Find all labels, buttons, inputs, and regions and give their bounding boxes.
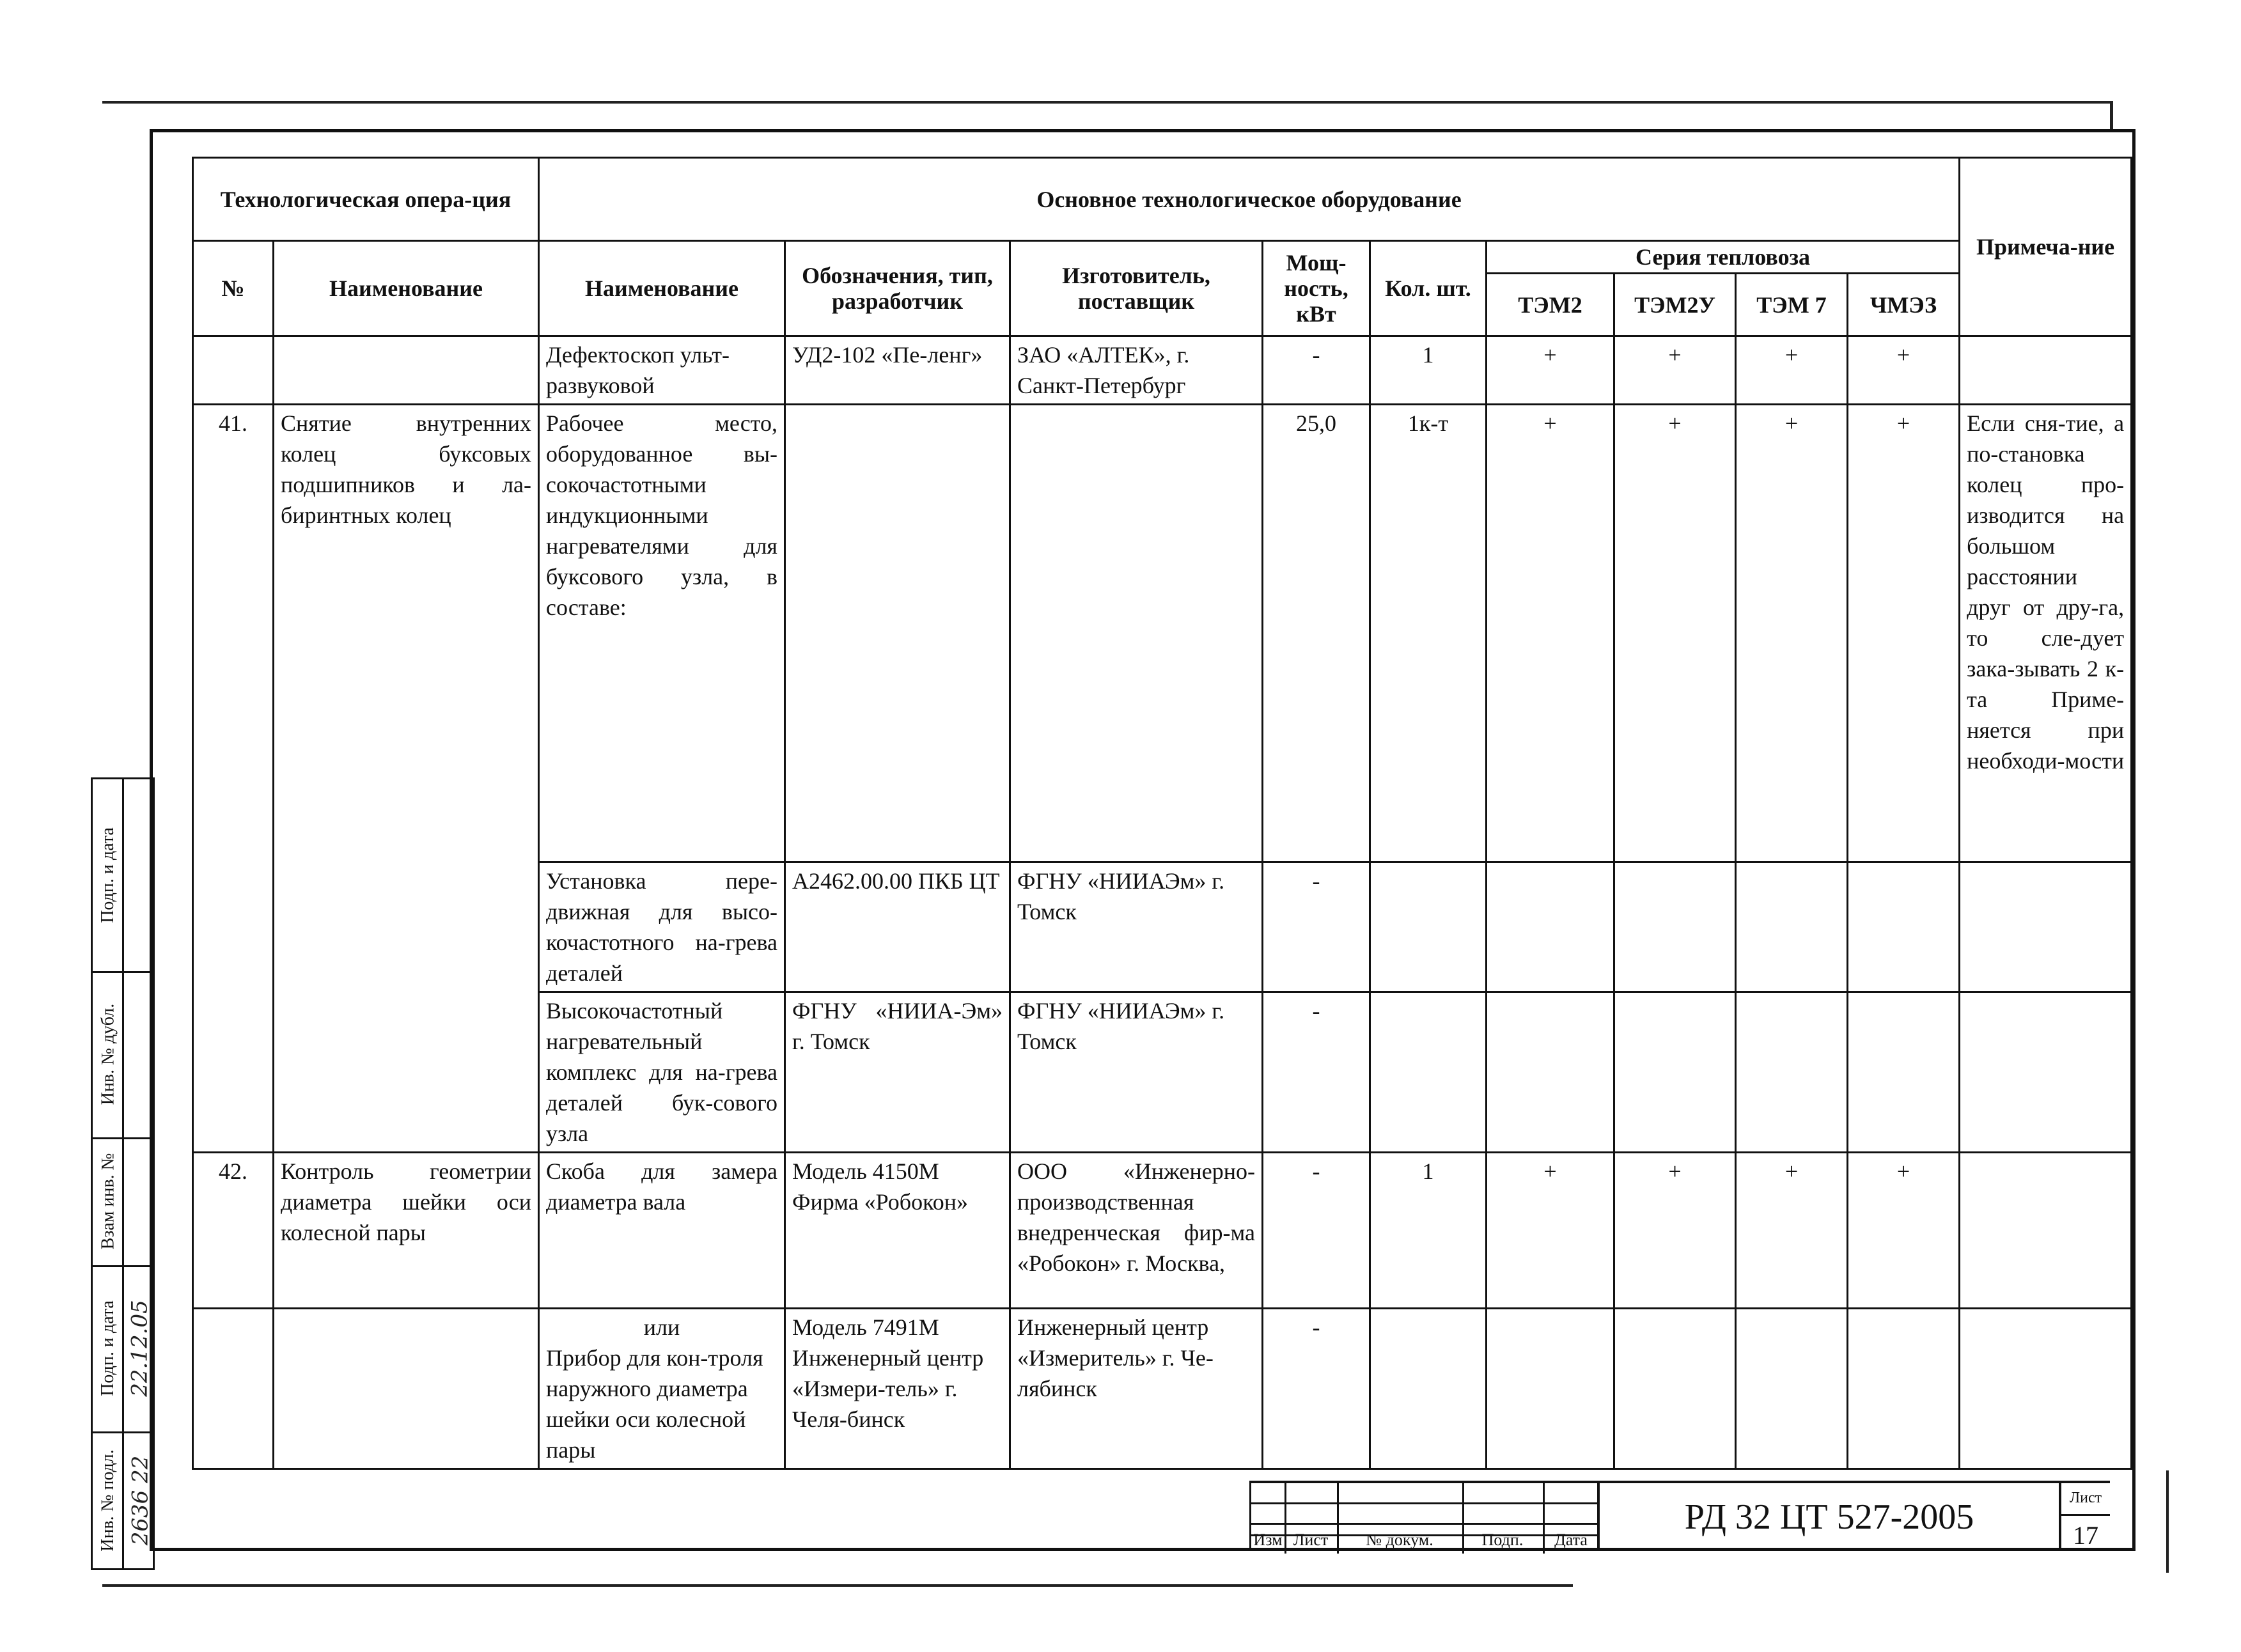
row-tem2u <box>1614 1309 1736 1469</box>
caption-date: Дата <box>1554 1531 1588 1549</box>
row-note: Если сня-тие, а по-становка колец про-изводится на большом расстоянии друг от дру-га, то сле-дует зака-зывать 2 к-та Приме-няется при необходи-мости <box>1960 405 2132 862</box>
row-tem7: + <box>1736 336 1848 405</box>
row-designation: Модель 4150М Фирма «Робокон» <box>785 1153 1010 1309</box>
row-manufacturer: ФГНУ «НИИАЭм» г. Томск <box>1010 992 1263 1153</box>
side-label-inv-dup: Инв. № дубл. <box>98 1003 118 1105</box>
side-label-replace-inv: Взам инв. № <box>98 1153 118 1250</box>
row-tem2: + <box>1487 336 1614 405</box>
side-label-sign-date-2: Подп. и дата <box>98 827 118 923</box>
row-operation <box>274 336 539 405</box>
row-chme3 <box>1848 1309 1960 1469</box>
row-designation: УД2-102 «Пе-ленг» <box>785 336 1010 405</box>
series-header: Серия тепловоза <box>1487 241 1960 274</box>
document-code: РД 32 ЦТ 527-2005 <box>1597 1481 2059 1551</box>
row-tem2 <box>1487 1309 1614 1469</box>
equipment-group-header: Основное технологическое оборудование <box>539 158 1960 241</box>
row-num: 42. <box>193 1153 274 1309</box>
eq-name-header: Наименование <box>539 241 785 336</box>
row-tem7 <box>1736 862 1848 992</box>
row-note <box>1960 992 2132 1153</box>
row-qty <box>1370 862 1487 992</box>
caption-izm: Изм <box>1253 1531 1283 1549</box>
header-row-1 <box>193 158 2132 241</box>
row-equipment-name: Скоба для замера диаметра вала <box>539 1153 785 1309</box>
row-tem7 <box>1736 992 1848 1153</box>
row-tem2u <box>1614 992 1736 1153</box>
row-tem2u: + <box>1614 1153 1736 1309</box>
revision-grid <box>1249 1481 1597 1551</box>
caption-list: Лист <box>1293 1531 1329 1549</box>
title-block <box>1249 1481 2136 1551</box>
row-operation: Снятие внутренних колец буксовых подшипников и ла-биринтных колец <box>274 405 539 1153</box>
grid-line <box>1251 1502 1599 1504</box>
row-note <box>1960 1309 2132 1469</box>
row-qty <box>1370 992 1487 1153</box>
row-tem7 <box>1736 1309 1848 1469</box>
handwritten-date: 22.12.05 <box>127 1300 153 1397</box>
side-label-sign-date-1: Подп. и дата <box>98 1300 118 1396</box>
row-equipment-name: Высокочастотный нагревательный комплекс для на-грева деталей бук-сового узла <box>539 992 785 1153</box>
operation-group-header: Технологическая опера-ция <box>193 158 539 241</box>
table-row <box>193 1309 2132 1469</box>
row-designation: Модель 7491М Инженерный центр «Измери-тель» г. Челя-бинск <box>785 1309 1010 1469</box>
row-num <box>193 336 274 405</box>
caption-doc-no: № докум. <box>1366 1531 1433 1549</box>
row-tem2 <box>1487 992 1614 1153</box>
row-power: - <box>1263 992 1370 1153</box>
row-tem2u: + <box>1614 336 1736 405</box>
sheet-label: Лист <box>2069 1490 2102 1506</box>
equipment-table <box>192 157 2132 1470</box>
handwritten-inventory-number: 2636 22 <box>127 1455 153 1546</box>
caption-sign: Подп. <box>1481 1531 1524 1549</box>
grid-line <box>1251 1523 1599 1525</box>
row-qty: 1 <box>1370 336 1487 405</box>
row-qty: 1к-т <box>1370 405 1487 862</box>
row-operation <box>274 1309 539 1469</box>
row-tem2: + <box>1487 1153 1614 1309</box>
series-tem7: ТЭМ 7 <box>1736 274 1848 336</box>
row-note <box>1960 336 2132 405</box>
row-designation: ФГНУ «НИИА-Эм» г. Томск <box>785 992 1010 1153</box>
row-tem2u: + <box>1614 405 1736 862</box>
manufacturer-header: Изготовитель, поставщик <box>1010 241 1263 336</box>
sheet-divider <box>2061 1514 2110 1516</box>
row-tem2u <box>1614 862 1736 992</box>
row-equipment-name <box>539 1309 785 1469</box>
qty-header: Кол. шт. <box>1370 241 1487 336</box>
table-row <box>193 336 2132 405</box>
alt-equipment-name: Прибор для кон-троля наружного диаметра шейки оси колесной пары <box>546 1345 763 1463</box>
series-tem2u: ТЭМ2У <box>1614 274 1736 336</box>
row-manufacturer: ООО «Инженерно-производственная внедренческая фир-ма «Робокон» г. Москва, <box>1010 1153 1263 1309</box>
right-scan-line <box>2166 1470 2169 1573</box>
num-header: № <box>193 241 274 336</box>
side-divider <box>122 779 124 1568</box>
row-tem7: + <box>1736 405 1848 862</box>
row-manufacturer: Инженерный центр «Измеритель» г. Че-лябинск <box>1010 1309 1263 1469</box>
row-designation <box>785 405 1010 862</box>
series-tem2: ТЭМ2 <box>1487 274 1614 336</box>
row-chme3: + <box>1848 1153 1960 1309</box>
side-label-inv-orig: Инв. № подл. <box>98 1449 118 1552</box>
row-chme3 <box>1848 992 1960 1153</box>
sheet-box <box>2059 1481 2110 1551</box>
row-manufacturer: ЗАО «АЛТЕК», г. Санкт-Петербург <box>1010 336 1263 405</box>
note-header: Примеча-ние <box>1960 158 2132 336</box>
row-chme3: + <box>1848 405 1960 862</box>
row-power: - <box>1263 336 1370 405</box>
frame-top-right-tick <box>2110 101 2113 132</box>
row-num: 41. <box>193 405 274 1153</box>
row-power: 25,0 <box>1263 405 1370 862</box>
row-num <box>193 1309 274 1469</box>
op-name-header: Наименование <box>274 241 539 336</box>
or-label: или <box>643 1314 680 1340</box>
row-power: - <box>1263 862 1370 992</box>
row-chme3 <box>1848 862 1960 992</box>
row-note <box>1960 862 2132 992</box>
table-row <box>193 405 2132 862</box>
row-equipment-name: Рабочее место, оборудованное вы-сокочастотными индукционными нагревателями для буксового узла, в составе: <box>539 405 785 862</box>
series-chme3: ЧМЭЗ <box>1848 274 1960 336</box>
designation-header: Обозначения, тип, разработчик <box>785 241 1010 336</box>
row-power: - <box>1263 1309 1370 1469</box>
header-row-2 <box>193 241 2132 274</box>
row-power: - <box>1263 1153 1370 1309</box>
row-note <box>1960 1153 2132 1309</box>
row-chme3: + <box>1848 336 1960 405</box>
row-tem2: + <box>1487 405 1614 862</box>
bottom-scan-line <box>102 1584 1573 1587</box>
row-operation: Контроль геометрии диаметра шейки оси колесной пары <box>274 1153 539 1309</box>
power-header: Мощ-ность, кВт <box>1263 241 1370 336</box>
row-qty <box>1370 1309 1487 1469</box>
row-manufacturer <box>1010 405 1263 862</box>
row-equipment-name: Установка пере-движная для высо-кочастотного на-грева деталей <box>539 862 785 992</box>
table-row <box>193 1153 2132 1309</box>
row-qty: 1 <box>1370 1153 1487 1309</box>
row-tem7: + <box>1736 1153 1848 1309</box>
row-tem2 <box>1487 862 1614 992</box>
sheet-number: 17 <box>2073 1521 2098 1550</box>
top-scan-line <box>102 101 2113 104</box>
row-equipment-name: Дефектоскоп ульт-развуковой <box>539 336 785 405</box>
row-designation: А2462.00.00 ПКБ ЦТ <box>785 862 1010 992</box>
side-approval-stamp <box>91 777 155 1570</box>
row-manufacturer: ФГНУ «НИИАЭм» г. Томск <box>1010 862 1263 992</box>
